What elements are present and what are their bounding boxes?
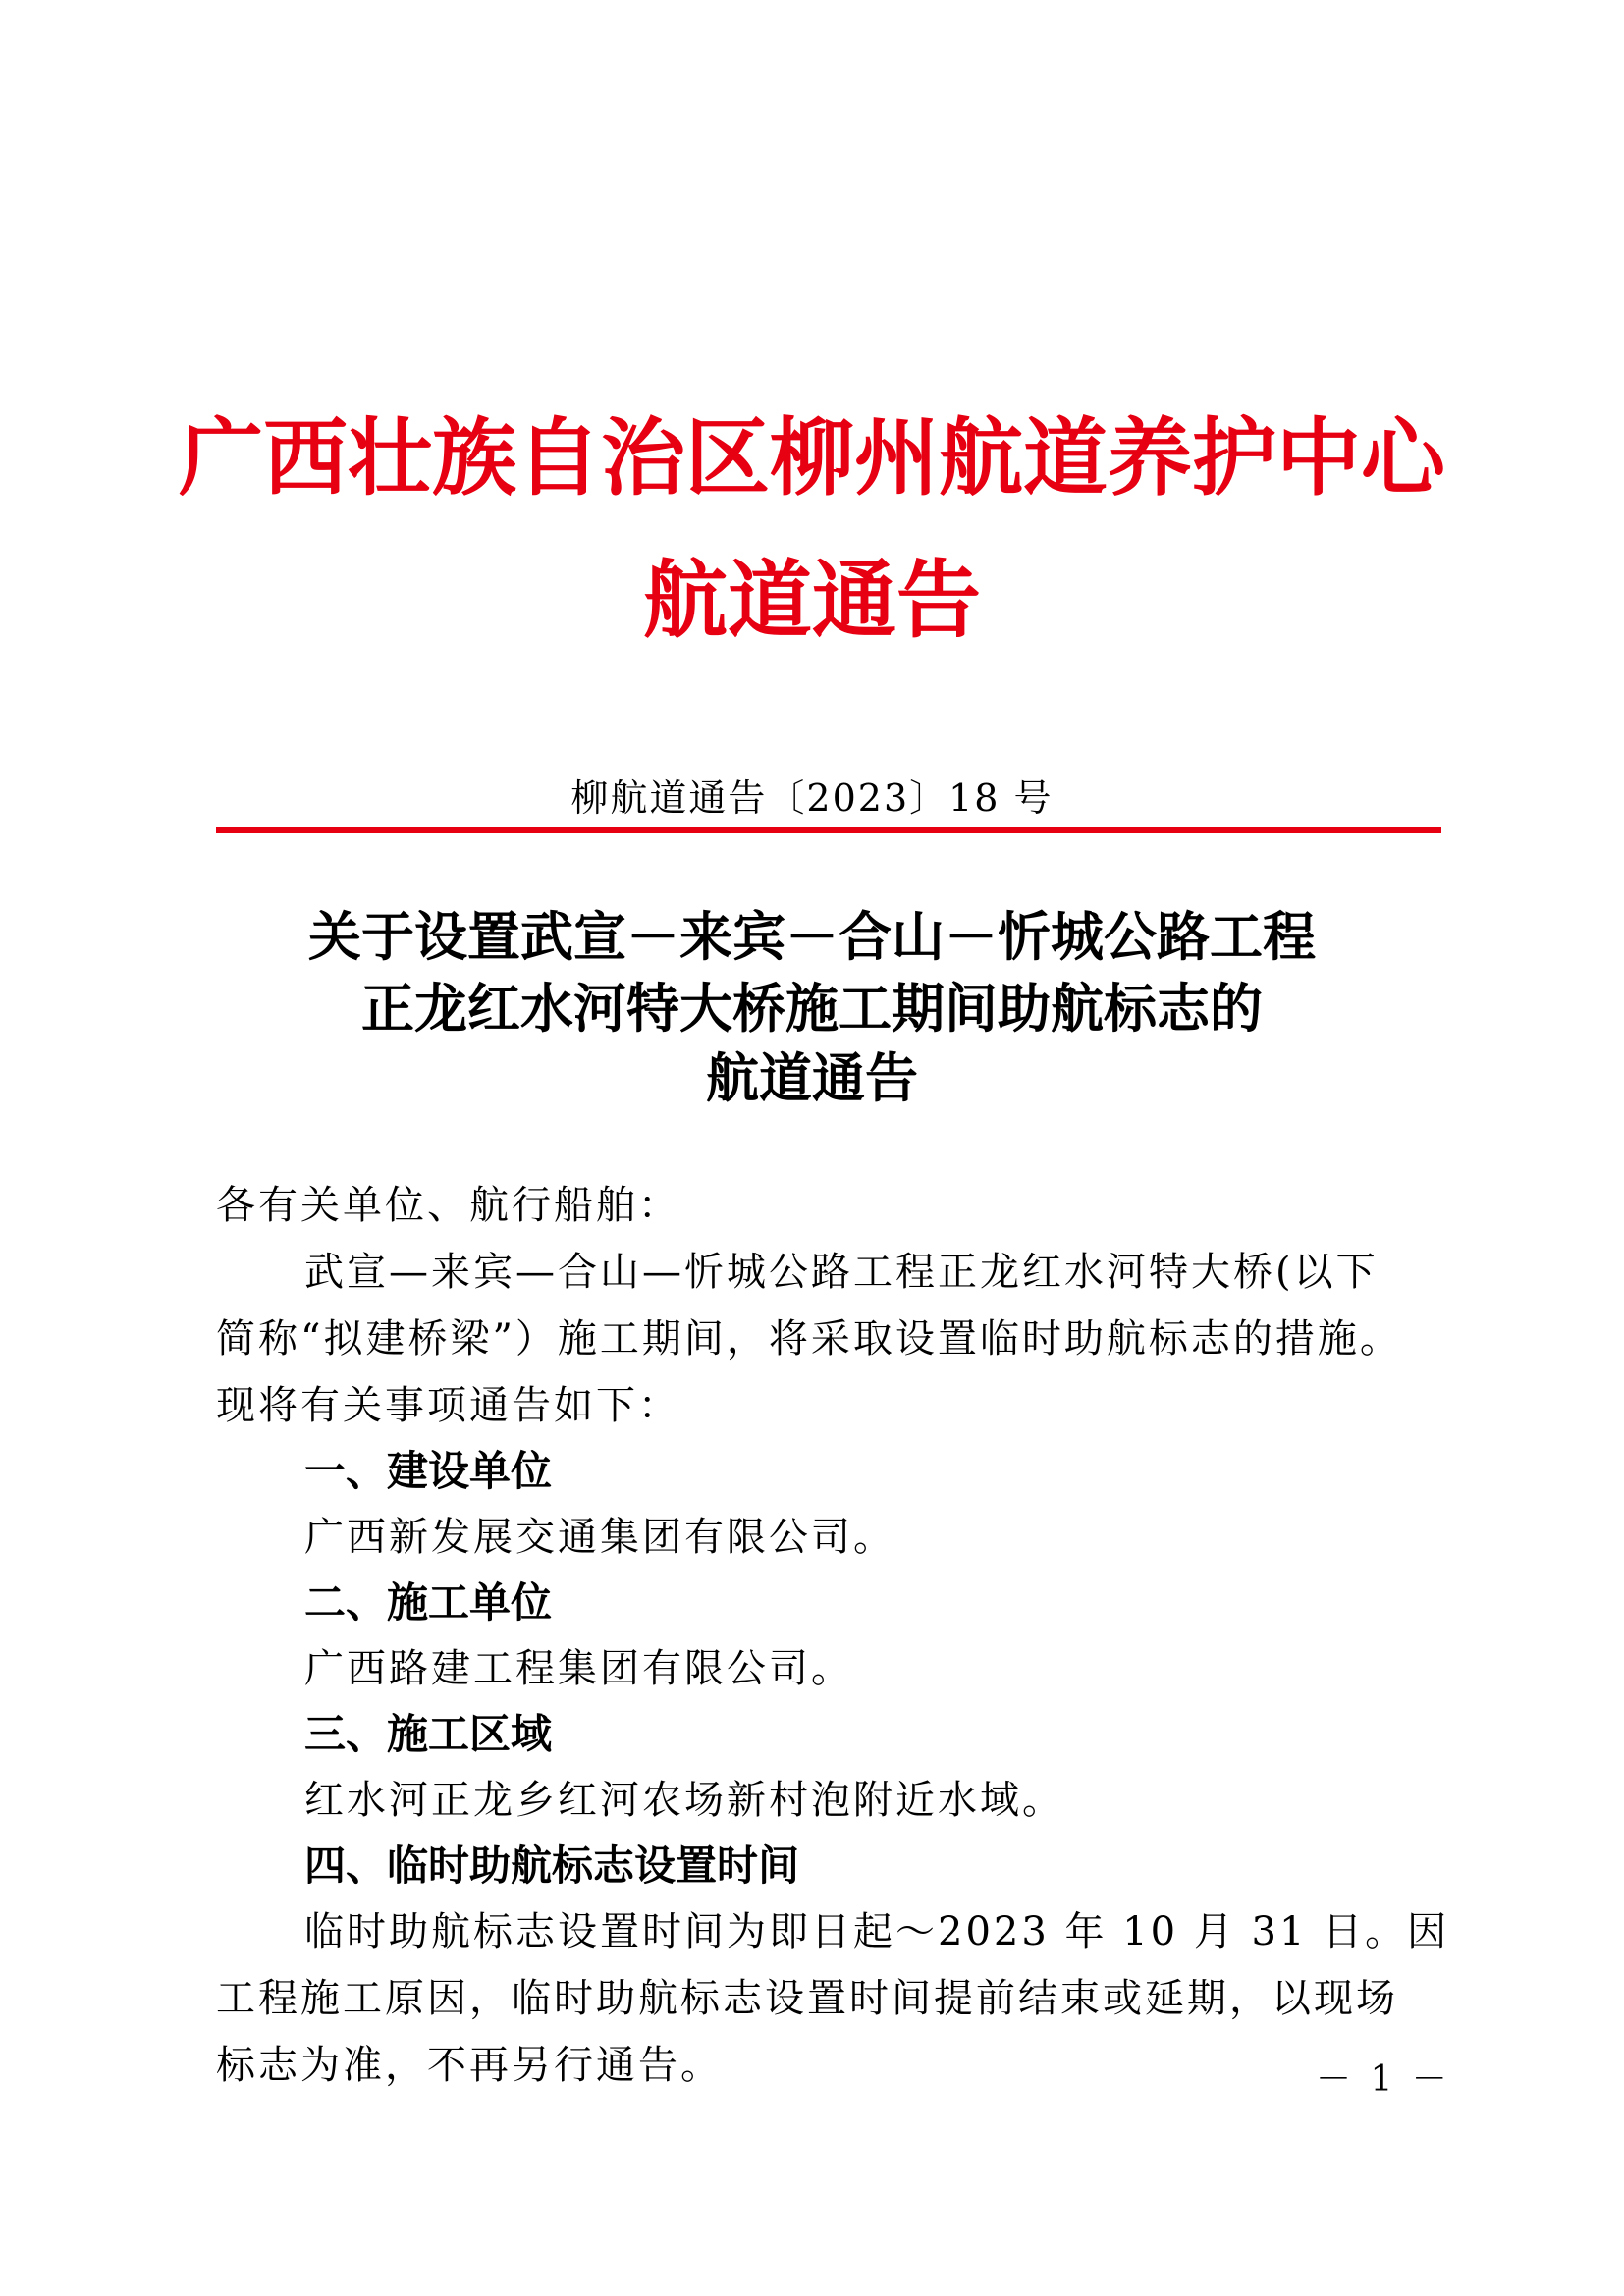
section-text-contractor: 广西路建工程集团有限公司。: [304, 1646, 853, 1691]
section-text-builder: 广西新发展交通集团有限公司。: [304, 1515, 895, 1560]
page-number: － 1 －: [1316, 2059, 1451, 2100]
section-time-line-2: 工程施工原因，临时助航标志设置时间提前结束或延期，以现场: [216, 1976, 1398, 2021]
section-text-area: 红水河正龙乡红河农场新村泡附近水域。: [304, 1778, 1064, 1823]
subject-line-3: 航道通告: [706, 1047, 918, 1109]
intro-line-2: 简称“拟建桥梁”）施工期间，将采取设置临时助航标志的措施。: [216, 1316, 1402, 1362]
intro-line-3: 现将有关事项通告如下：: [216, 1383, 680, 1428]
red-divider: [216, 827, 1441, 833]
notice-type-title: 航道通告: [643, 551, 981, 650]
salutation: 各有关单位、航行船舶：: [216, 1183, 680, 1228]
section-heading-builder: 一、建设单位: [304, 1447, 553, 1495]
document-number: 柳航道通告〔2023〕18 号: [570, 776, 1054, 820]
section-heading-contractor: 二、施工单位: [304, 1578, 553, 1627]
section-time-line-3: 标志为准，不再另行通告。: [216, 2043, 723, 2088]
intro-line-1: 武宣—来宾—合山—忻城公路工程正龙红水河特大桥(以下: [304, 1250, 1379, 1295]
issuer-title: 广西壮族自治区柳州航道养护中心: [179, 408, 1445, 507]
subject-line-2: 正龙红水河特大桥施工期间助航标志的: [361, 978, 1263, 1040]
section-time-line-1: 临时助航标志设置时间为即日起～2023 年 10 月 31 日。因: [304, 1909, 1450, 1954]
section-heading-area: 三、施工区域: [304, 1710, 553, 1758]
subject-line-1: 关于设置武宣－来宾－合山－忻城公路工程: [308, 906, 1316, 968]
section-heading-time: 四、临时助航标志设置时间: [304, 1842, 800, 1890]
